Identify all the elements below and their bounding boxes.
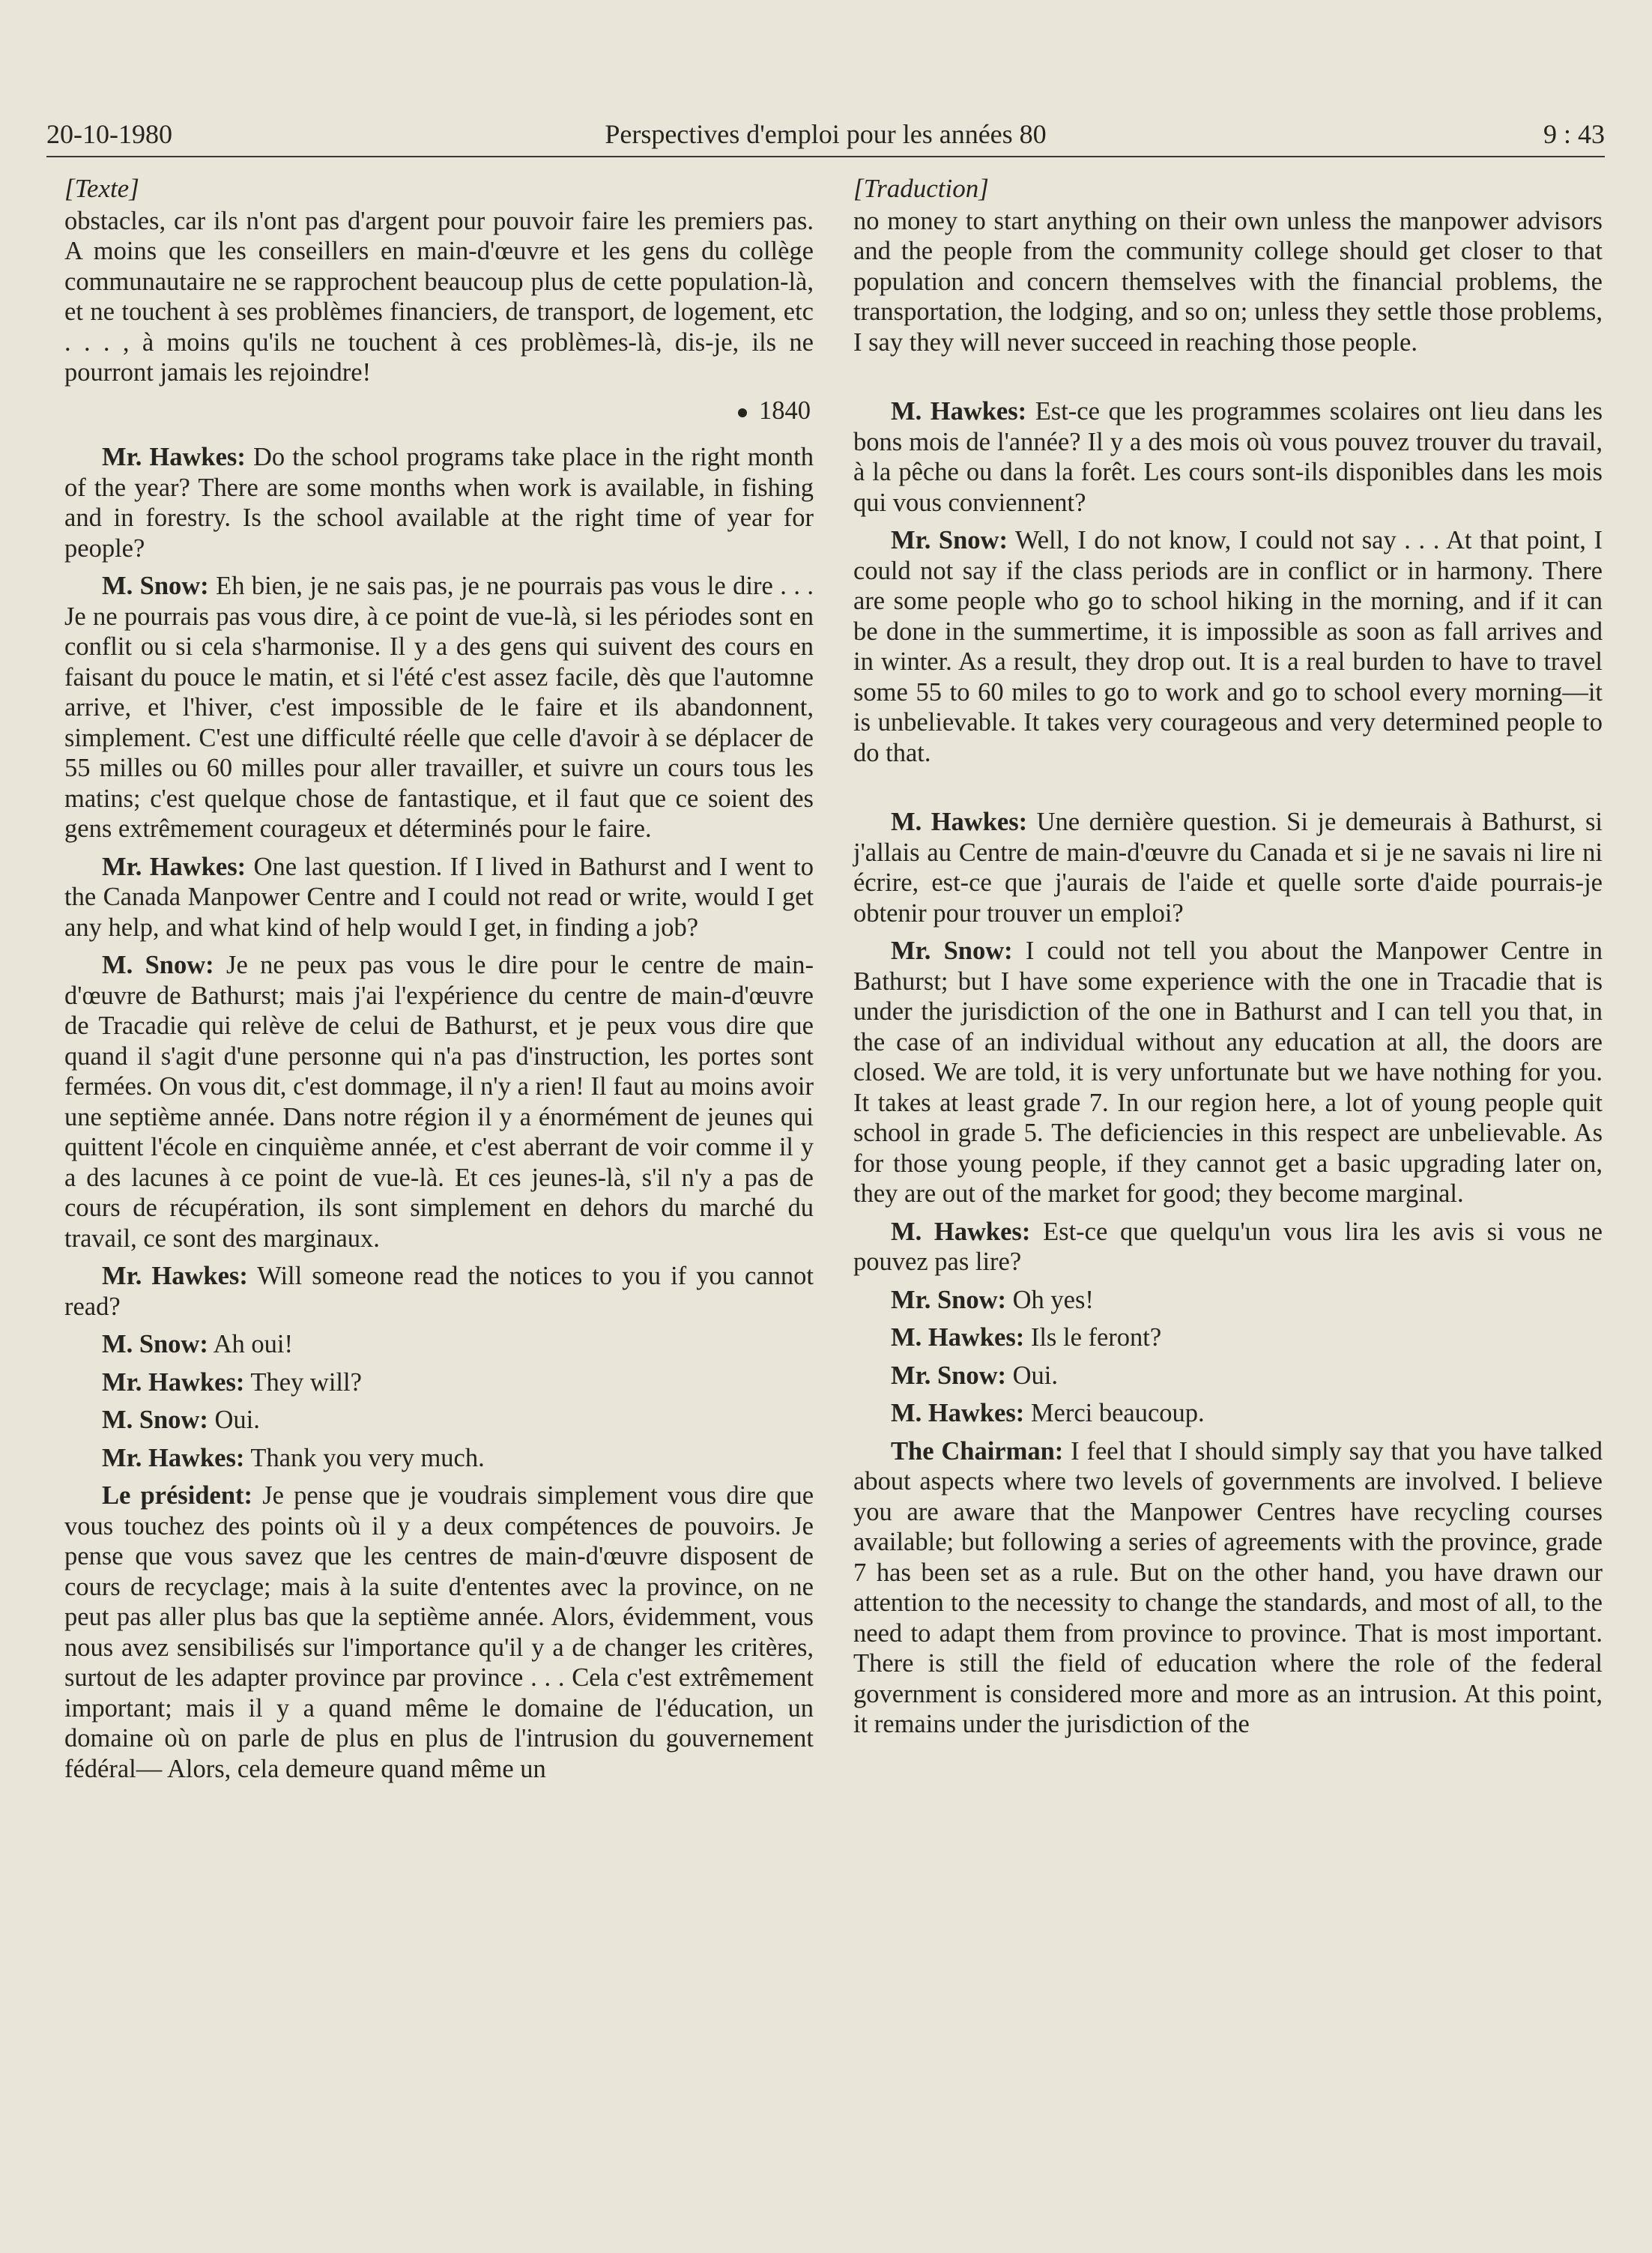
speech-paragraph	[853, 1217, 1603, 1277]
header-date: 20-10-1980	[46, 119, 172, 149]
speech-text: Je ne peux pas vous le dire pour le centre de main-d'œuvre de Bathurst; mais j'ai l'expérience du centre de main-d'œuvre de Tracadie qui relève de celui de Bathurst, et je peux vous dire que quand il s'agit d'une personne qui n'a pas d'instruction, les portes sont fermées. On vous dit, c'est dommage, il n'y a rien! Il faut au moins avoir une septième année. Dans notre région il y a énormément de jeunes qui quittent l'école en cinquième année, et c'est aberrant de voir comme il y a des lacunes à ce point de vue-là. Et ces jeunes-là, s'il n'y a pas de cours de récupération, ils sont simplement en dehors du marché du travail, ce sont des marginaux.	[64, 951, 814, 1253]
speech-text: Will someone read the notices to you if you cannot read?	[64, 1262, 814, 1321]
left-column-french	[64, 174, 814, 1791]
speaker-name: Mr. Hawkes:	[102, 1367, 245, 1397]
speech-paragraph	[853, 525, 1603, 768]
speaker-name: Mr. Snow:	[891, 526, 1008, 554]
speech-paragraph	[64, 1443, 814, 1474]
bullet-icon	[738, 408, 747, 417]
speech-text: One last question. If I lived in Bathurst and I went to the Canada Manpower Centre and I could not read or write, would I get any help, and what kind of help would I get, in finding a job?	[64, 852, 814, 942]
speech-paragraph	[64, 571, 814, 844]
speech-paragraph	[64, 1367, 814, 1398]
speech-text: I could not tell you about the Manpower Centre in Bathurst; but I have some experience with the one in Tracadie that is under the jurisdiction of the one in Bathurst and I can tell you that, in the case of an individual without any education at all, the doors are closed. We are told, it is very unfortunate but we have nothing for you. It takes at least grade 7. In our region here, a lot of young people quit school in grade 5. The deficiencies in this respect are unbelievable. As for those young people, if they cannot get a basic upgrading later on, they are out of the market for good; they become marginal.	[853, 937, 1603, 1208]
speaker-name: Le président:	[102, 1481, 252, 1510]
speaker-name: M. Hawkes:	[891, 1399, 1025, 1427]
speech-paragraph	[64, 852, 814, 943]
speech-paragraph	[853, 1398, 1603, 1429]
speech-text: Eh bien, je ne sais pas, je ne pourrais pas vous le dire . . . Je ne pourrais pas vous dire, à ce point de vue-là, si les périodes sont en conflit ou si cela s'harmonise. Il y a des gens qui suivent des cours en faisant du pouce le matin, et si l'été c'est assez facile, dès que l'automne arrive, et l'hiver, c'est impossible de le faire et ils abandonnent, simplement. C'est une difficulté réelle que celle d'avoir à se déplacer de 55 milles ou 60 milles pour aller travailler, et suivre un cours tous les matins; c'est quelque chose de fantastique, et il faut que ce soient des gens extrêmement courageux et déterminés pour le faire.	[64, 572, 814, 843]
speech-paragraph	[64, 1405, 814, 1436]
speech-text: Well, I do not know, I could not say . . . At that point, I could not say if the class periods are in conflict or in harmony. There are some people who go to school hiking in the morning, and if it can be done in the summertime, it is impossible as soon as fall arrives and in winter. As a result, they drop out. It is a real burden to have to travel some 55 to 60 miles to go to work and go to school every morning—it is unbelievable. It takes very courageous and very determined people to do that.	[853, 526, 1603, 767]
speech-text: Oh yes!	[1012, 1285, 1094, 1314]
speaker-name: M. Hawkes:	[891, 808, 1028, 836]
speaker-name: M. Snow:	[102, 1330, 208, 1358]
speaker-name: Mr. Hawkes:	[102, 443, 246, 471]
speech-text: Do the school programs take place in the right month of the year? There are some months when work is available, in fishing and in forestry. Is the school available at the right time of year for people?	[64, 443, 814, 563]
speech-text: Ils le feront?	[1030, 1323, 1162, 1352]
speaker-name: Mr. Hawkes:	[102, 1443, 245, 1472]
speech-text: Est-ce que quelqu'un vous lira les avis si vous ne pouvez pas lire?	[853, 1217, 1603, 1276]
speech-text: Oui.	[1012, 1361, 1058, 1390]
right-intro-paragraph: no money to start anything on their own unless the manpower advisors and the people from the community college should get closer to that population and concern themselves with the financial problems, the transportation, the lodging, and so on; unless they settle those problems, I say they will never succeed in reaching those people.	[853, 206, 1603, 357]
speaker-name: Mr. Snow:	[891, 1361, 1006, 1390]
right-column-translation	[853, 174, 1603, 1747]
speaker-name: M. Hawkes:	[891, 1217, 1031, 1246]
speech-text: Ah oui!	[213, 1330, 293, 1358]
speaker-name: Mr. Snow:	[891, 1285, 1006, 1314]
speech-text: Merci beaucoup.	[1030, 1399, 1205, 1427]
speaker-name: Mr. Hawkes:	[102, 852, 246, 881]
speech-text: Une dernière question. Si je demeurais à Bathurst, si j'allais au Centre de main-d'œuvre du Canada et si je ne savais ni lire ni écrire, est-ce que j'aurais de l'aide et quelle sorte d'aide pourrais-je obtenir pour trouver un emploi?	[853, 808, 1603, 928]
header-page-number: 9 : 43	[1543, 119, 1605, 149]
speech-paragraph	[64, 1261, 814, 1322]
header-title: Perspectives d'emploi pour les années 80	[605, 119, 1047, 149]
speech-paragraph	[853, 1361, 1603, 1391]
speech-text: Est-ce que les programmes scolaires ont lieu dans les bons mois de l'année? Il y a des mois où vous pouvez trouver du travail, à la pêche ou dans la forêt. Les cours sont-ils disponibles dans les mois qui vous conviennent?	[853, 397, 1603, 517]
speech-paragraph	[853, 1322, 1603, 1353]
texte-label: [Texte]	[64, 174, 139, 203]
speaker-name: Mr. Snow:	[891, 937, 1013, 965]
speaker-name: M. Snow:	[102, 572, 209, 600]
speaker-name: Mr. Hawkes:	[102, 1262, 248, 1290]
speech-text: They will?	[250, 1367, 362, 1397]
time-marker	[64, 396, 814, 426]
speech-paragraph	[64, 1329, 814, 1360]
speaker-name: M. Snow:	[102, 1406, 208, 1434]
speech-paragraph	[853, 1285, 1603, 1316]
speech-paragraph	[853, 936, 1603, 1209]
speaker-name: M. Hawkes:	[891, 397, 1027, 426]
traduction-label: [Traduction]	[853, 174, 989, 203]
speech-paragraph	[64, 950, 814, 1253]
time-marker-text: 1840	[759, 396, 811, 425]
left-intro-paragraph: obstacles, car ils n'ont pas d'argent pour pouvoir faire les premiers pas. A moins que les conseillers en main-d'œuvre et les gens du collège communautaire ne se rapprochent beaucoup plus de cette population-là, et ne touchent à ses problèmes financiers, de transport, de logement, etc . . . , à moins qu'ils ne touchent à ces problèmes-là, dis-je, ils ne pourront jamais les rejoindre!	[64, 206, 814, 387]
speech-text: Thank you very much.	[250, 1443, 485, 1472]
speech-paragraph	[853, 807, 1603, 928]
page-header	[46, 109, 1605, 157]
speech-text: Oui.	[214, 1406, 260, 1434]
speech-paragraph	[853, 396, 1603, 518]
speech-paragraph	[64, 1481, 814, 1784]
speaker-name: M. Snow:	[102, 951, 214, 979]
speech-text: Je pense que je voudrais simplement vous dire que vous touchez des points où il y a deux compétences de pouvoirs. Je pense que vous savez que les centres de main-d'œuvre disposent de cours de recyclage; mais à la suite d'ententes avec la province, on ne peut pas aller plus bas que la septième année. Alors, évidemment, vous nous avez sensibilisés sur l'importance qu'il y a de changer les critères, surtout de les adapter province par province . . . Cela c'est extrêmement important; mais il y a quand même le domaine de l'éducation, un domaine où on parle de plus en plus de l'intrusion du gouvernement fédéral— Alors, cela demeure quand même un	[64, 1481, 814, 1783]
speech-paragraph	[64, 442, 814, 563]
speech-text: I feel that I should simply say that you have talked about aspects where two levels of governments are involved. I believe you are aware that the Manpower Centres have recycling courses available; but following a series of agreements with the province, grade 7 has been set as a rule. But on the other hand, you have drawn our attention to the necessity to change the standards, and most of all, to the need to adapt them from province to province. That is most important. There is still the field of education where the role of the federal government is considered more and more as an intrusion. At this point, it remains under the jurisdiction of the	[853, 1436, 1603, 1738]
speaker-name: The Chairman:	[891, 1436, 1064, 1466]
speech-paragraph	[853, 1436, 1603, 1740]
speaker-name: M. Hawkes:	[891, 1323, 1025, 1352]
